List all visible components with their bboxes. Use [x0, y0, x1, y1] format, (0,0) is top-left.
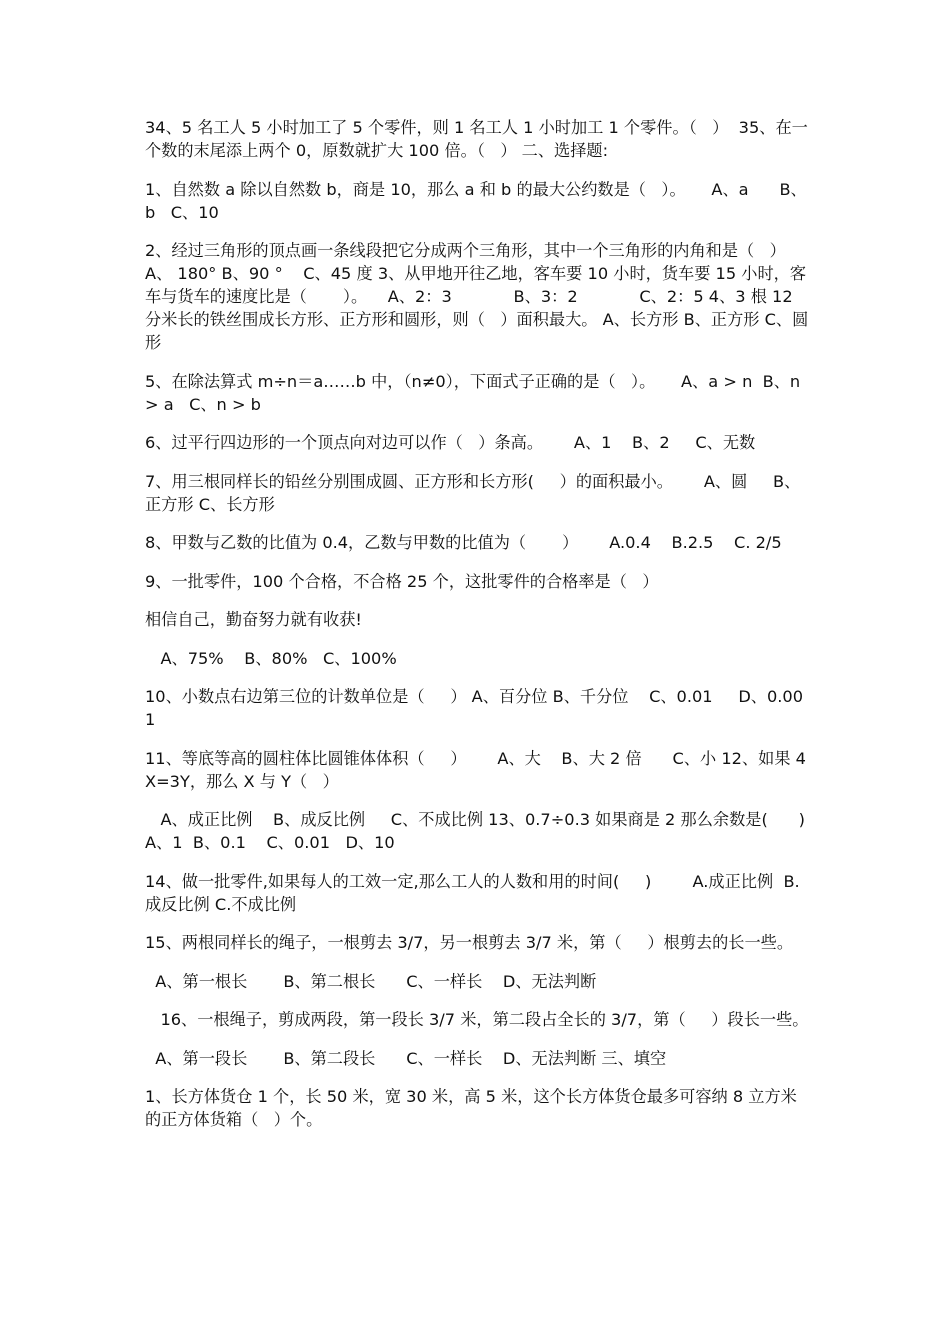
choice-question-15-options: A、第一根长 B、第二根长 C、一样长 D、无法判断 — [145, 971, 597, 991]
choice-question-5: 5、在除法算式 m÷n＝a……b 中，（n≠0），下面式子正确的是（ ）。 A、a > n B、n > a C、n > b — [145, 371, 806, 414]
choice-question-1: 1、自然数 a 除以自然数 b，商是 10，那么 a 和 b 的最大公约数是（ ）。 A、a B、b C、10 — [145, 179, 807, 222]
choice-question-10: 10、小数点右边第三位的计数单位是（ ） A、百分位 B、千分位 C、0.01 D、0.001 — [145, 687, 804, 729]
fill-blank-question-1: 1、长方体货仓 1 个，长 50 米，宽 30 米，高 5 米，这个长方体货仓最多可容纳 8 立方米的正方体货箱（ ）个。 — [145, 1087, 797, 1129]
choice-question-9-options: A、75% B、80% C、100% — [145, 648, 397, 668]
judgment-questions-34-35: 34、5 名工人 5 小时加工了 5 个零件，则 1 名工人 1 小时加工 1 个零件。（ ） 35、在一个数的末尾添上两个 0，原数就扩大 100 倍。（ ） 二、选择题: — [145, 118, 808, 160]
choice-question-15: 15、两根同样长的绳子，一根剪去 3/7，另一根剪去 3/7 米，第（ ）根剪去的长一些。 — [145, 933, 794, 952]
choice-questions-11-12: 11、等底等高的圆柱体比圆锥体体积（ ） A、大 B、大 2 倍 C、小 12、如果 4X=3Y，那么 X 与 Y（ ） — [145, 748, 806, 791]
choice-question-9: 9、一批零件，100 个合格，不合格 25 个，这批零件的合格率是（ ） — [145, 571, 659, 591]
choice-question-14: 14、做一批零件,如果每人的工效一定,那么工人的人数和用的时间( ) A.成正比例 B.成反比例 C.不成比例 — [145, 871, 800, 914]
choice-question-16-options: A、第一段长 B、第二段长 C、一样长 D、无法判断 三、填空 — [145, 1048, 667, 1068]
choice-question-8: 8、甲数与乙数的比值为 0.4，乙数与甲数的比值为（ ） A.0.4 B.2.5 C. 2/5 — [145, 533, 782, 552]
motto-line: 相信自己，勤奋努力就有收获! — [145, 610, 362, 629]
choice-questions-2-4: 2、经过三角形的顶点画一条线段把它分成两个三角形，其中一个三角形的内角和是（ ） A、 180° B、90 ° C、45 度 3、从甲地开往乙地，客车要 10 小时，货车要 15 小时，客车与货车的速度比是（ ）。 A、2：3 B、3：2 C、2：5 4、3 根 12 分米长的铁丝围成长方形、正方形和圆形，则（ ）面积最大。 A、长方形 B、正方形 C、圆形 — [145, 241, 817, 352]
choice-questions-12-13-options: A、成正比例 B、成反比例 C、不成比例 13、0.7÷0.3 如果商是 2 那么余数是( ) A、1 B、0.1 C、0.01 D、10 — [145, 810, 836, 852]
choice-question-16: 16、一根绳子，剪成两段，第一段长 3/7 米，第二段占全长的 3/7，第（ ）段长一些。 — [145, 1010, 809, 1029]
choice-question-6: 6、过平行四边形的一个顶点向对边可以作（ ）条高。 A、1 B、2 C、无数 — [145, 433, 756, 452]
document-page — [145, 116, 836, 1147]
choice-question-7: 7、用三根同样长的铅丝分别围成圆、正方形和长方形( ）的面积最小。 A、圆 B、正方形 C、长方形 — [145, 471, 801, 514]
